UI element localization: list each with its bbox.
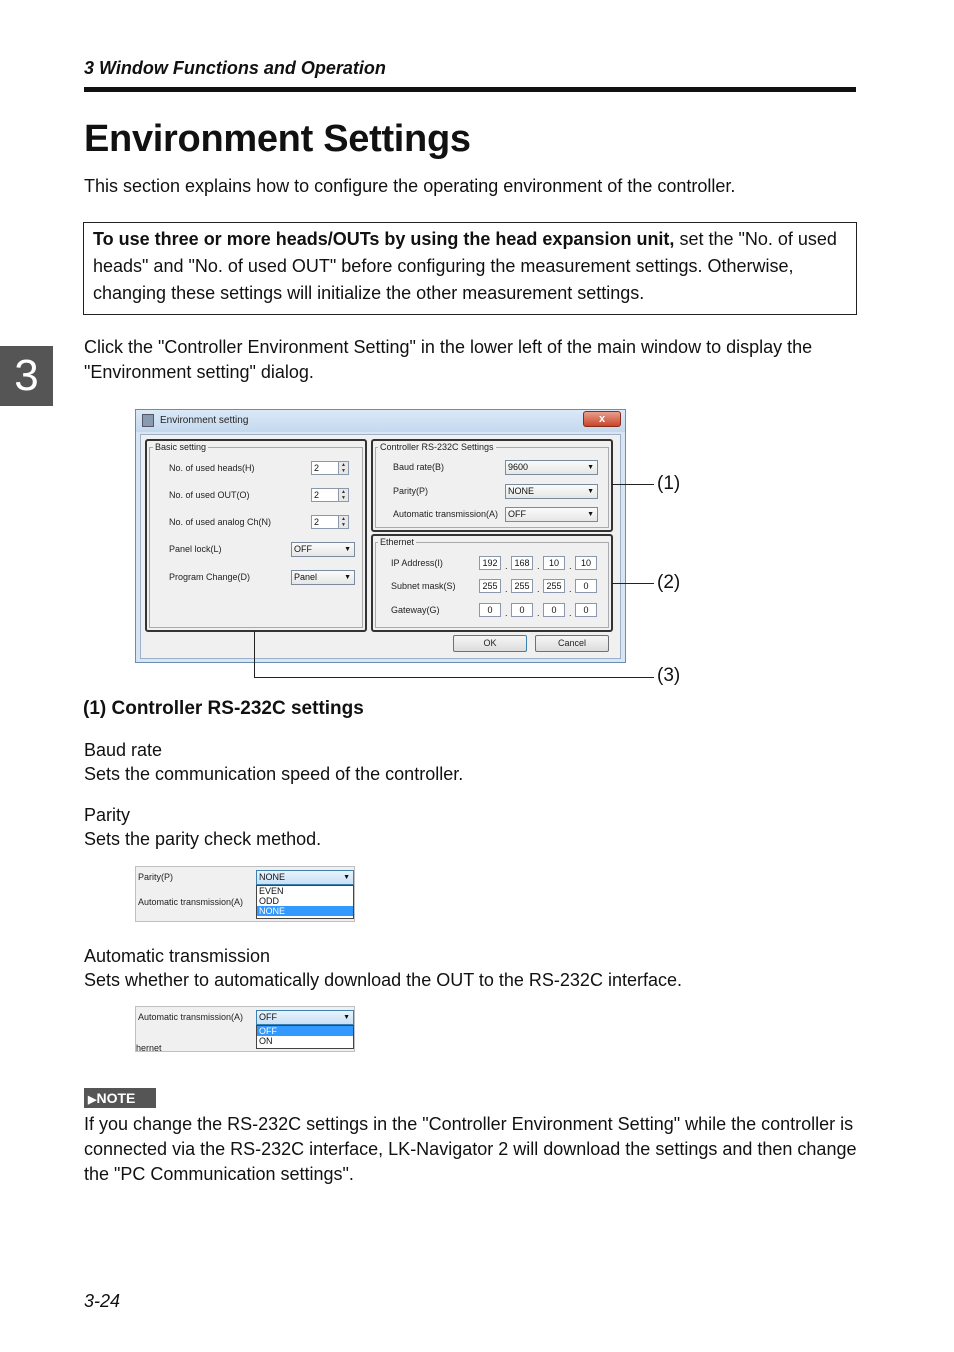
auto-transmission-select[interactable]: OFF ▼ <box>505 507 598 522</box>
panel-lock-select[interactable]: OFF ▼ <box>291 542 355 557</box>
dialog-client <box>140 434 621 659</box>
chevron-down-icon: ▼ <box>343 874 350 881</box>
parity-options-list <box>256 885 354 919</box>
ip-octet-2[interactable]: 168 <box>511 556 533 570</box>
auto-transmission-label: Automatic transmission(A) <box>393 509 499 519</box>
callout-1: (1) <box>657 473 681 494</box>
triangle-right-icon: ▶ <box>88 1094 97 1106</box>
option-on[interactable]: ON <box>259 1036 273 1046</box>
ethernet-frame: Ethernet IP Address(I) 192 . 168 . 10 . 10 Subnet mask(S) 255 . 255 . 255 . 0 Gateway(G) 0 . 0 . 0 . 0 <box>371 534 613 632</box>
analog-input[interactable]: 2 <box>311 515 349 529</box>
gw-octet-2[interactable]: 0 <box>511 603 533 617</box>
option-odd[interactable]: ODD <box>259 896 279 906</box>
auto-options-list <box>256 1025 354 1049</box>
auto-snapshot <box>135 1006 355 1052</box>
mask-octet-3[interactable]: 255 <box>543 579 565 593</box>
ethernet-label: Ethernet <box>380 537 415 547</box>
rs232-label: Controller RS-232C Settings <box>380 442 494 452</box>
chevron-down-icon: ▼ <box>344 574 351 581</box>
chevron-down-icon: ▼ <box>587 488 594 495</box>
mask-octet-1[interactable]: 255 <box>479 579 501 593</box>
chevron-down-icon: ▼ <box>587 464 594 471</box>
out-label: No. of used OUT(O) <box>169 490 250 500</box>
out-input[interactable]: 2 <box>311 488 349 502</box>
dialog-titlebar <box>136 410 625 432</box>
analog-label: No. of used analog Ch(N) <box>169 517 272 527</box>
callout-line-2 <box>612 583 654 584</box>
callout-line-3-vertical <box>254 631 255 677</box>
auto-snap-select[interactable]: OFF ▼ <box>256 1010 354 1025</box>
baud-label: Baud rate(B) <box>393 462 445 472</box>
out-spinner[interactable]: ▲ ▼ <box>338 488 349 502</box>
ip-octet-1[interactable]: 192 <box>479 556 501 570</box>
option-even[interactable]: EVEN <box>259 886 284 896</box>
heads-spinner[interactable]: ▲ ▼ <box>338 461 349 475</box>
ip-label: IP Address(I) <box>391 558 443 568</box>
basic-setting-label: Basic setting <box>155 442 207 452</box>
auto-desc: Sets whether to automatically download the OUT to the RS-232C interface. <box>84 970 682 990</box>
parity-label: Parity(P) <box>393 486 429 496</box>
basic-setting-frame <box>145 439 367 632</box>
callout-line-1 <box>612 484 654 485</box>
parity-snap-select[interactable]: NONE ▼ <box>256 870 354 885</box>
page-number: 3-24 <box>84 1291 121 1311</box>
callout-2: (2) <box>657 572 681 593</box>
notice-bold: To use three or more heads/OUTs by using the head expansion unit, <box>93 229 675 249</box>
note-text: If you change the RS-232C settings in the "Controller Environment Setting" while the controller is connected via the RS-232C interface, LK-Navigator 2 will download the settings and then change the "PC Communication settings". <box>84 1114 857 1184</box>
callout-3: (3) <box>657 665 681 686</box>
environment-dialog <box>135 409 626 663</box>
chevron-down-icon: ▼ <box>344 546 351 553</box>
panel-lock-label: Panel lock(L) <box>169 544 222 554</box>
chevron-down-icon: ▼ <box>587 511 594 518</box>
ip-octet-3[interactable]: 10 <box>543 556 565 570</box>
parity-snapshot <box>135 866 355 922</box>
page-title: Environment Settings <box>84 118 471 160</box>
note-badge: ▶NOTE <box>84 1088 156 1108</box>
gw-octet-3[interactable]: 0 <box>543 603 565 617</box>
close-button[interactable]: x <box>583 411 621 427</box>
chapter-tab: 3 <box>0 346 53 406</box>
baud-title: Baud rate <box>84 740 163 760</box>
program-change-select[interactable]: Panel ▼ <box>291 570 355 585</box>
gw-octet-1[interactable]: 0 <box>479 603 501 617</box>
heads-label: No. of used heads(H) <box>169 463 255 473</box>
parity-select[interactable]: NONE ▼ <box>505 484 598 499</box>
heads-input[interactable]: 2 <box>311 461 349 475</box>
click-instruction: Click the "Controller Environment Setting" in the lower left of the main window to display the "Environment setting" dialog. <box>84 337 813 382</box>
program-change-label: Program Change(D) <box>169 572 251 582</box>
option-none[interactable]: NONE <box>257 906 353 916</box>
gateway-label: Gateway(G) <box>391 605 440 615</box>
mask-octet-4[interactable]: 0 <box>575 579 597 593</box>
notice-rest: set the "No. of used heads" and "No. of used OUT" before configuring the measurement settings. Otherwise, changing these settings will initialize the other measurement settings. <box>93 229 837 303</box>
mask-octet-2[interactable]: 255 <box>511 579 533 593</box>
option-off[interactable]: OFF <box>257 1026 353 1036</box>
dialog-title: Environment setting <box>160 415 249 426</box>
header-rule <box>84 87 856 92</box>
auto-snap-label: Automatic transmission(A) <box>138 1012 244 1022</box>
analog-spinner[interactable]: ▲ ▼ <box>338 515 349 529</box>
parity-desc: Sets the parity check method. <box>84 829 322 849</box>
gw-octet-4[interactable]: 0 <box>575 603 597 617</box>
app-icon <box>142 414 154 427</box>
baud-select[interactable]: 9600 ▼ <box>505 460 598 475</box>
intro-text: This section explains how to configure the operating environment of the controller. <box>84 176 736 196</box>
ip-octet-4[interactable]: 10 <box>575 556 597 570</box>
chapter-header: 3 Window Functions and Operation <box>84 58 386 78</box>
auto-title: Automatic transmission <box>84 946 271 966</box>
parity-title: Parity <box>84 805 131 825</box>
rs232-frame <box>371 439 613 532</box>
ok-button[interactable]: OK <box>453 635 527 652</box>
chevron-down-icon: ▼ <box>343 1014 350 1021</box>
baud-desc: Sets the communication speed of the controller. <box>84 764 464 784</box>
ethernet-fragment: hernet <box>136 1043 162 1053</box>
parity-snap-label: Parity(P) <box>138 872 174 882</box>
mask-label: Subnet mask(S) <box>391 581 456 591</box>
section-heading: (1) Controller RS-232C settings <box>83 698 364 719</box>
callout-line-3 <box>254 677 654 678</box>
notice-box <box>83 222 857 315</box>
cancel-button[interactable]: Cancel <box>535 635 609 652</box>
auto-snap-label: Automatic transmission(A) <box>138 897 244 907</box>
